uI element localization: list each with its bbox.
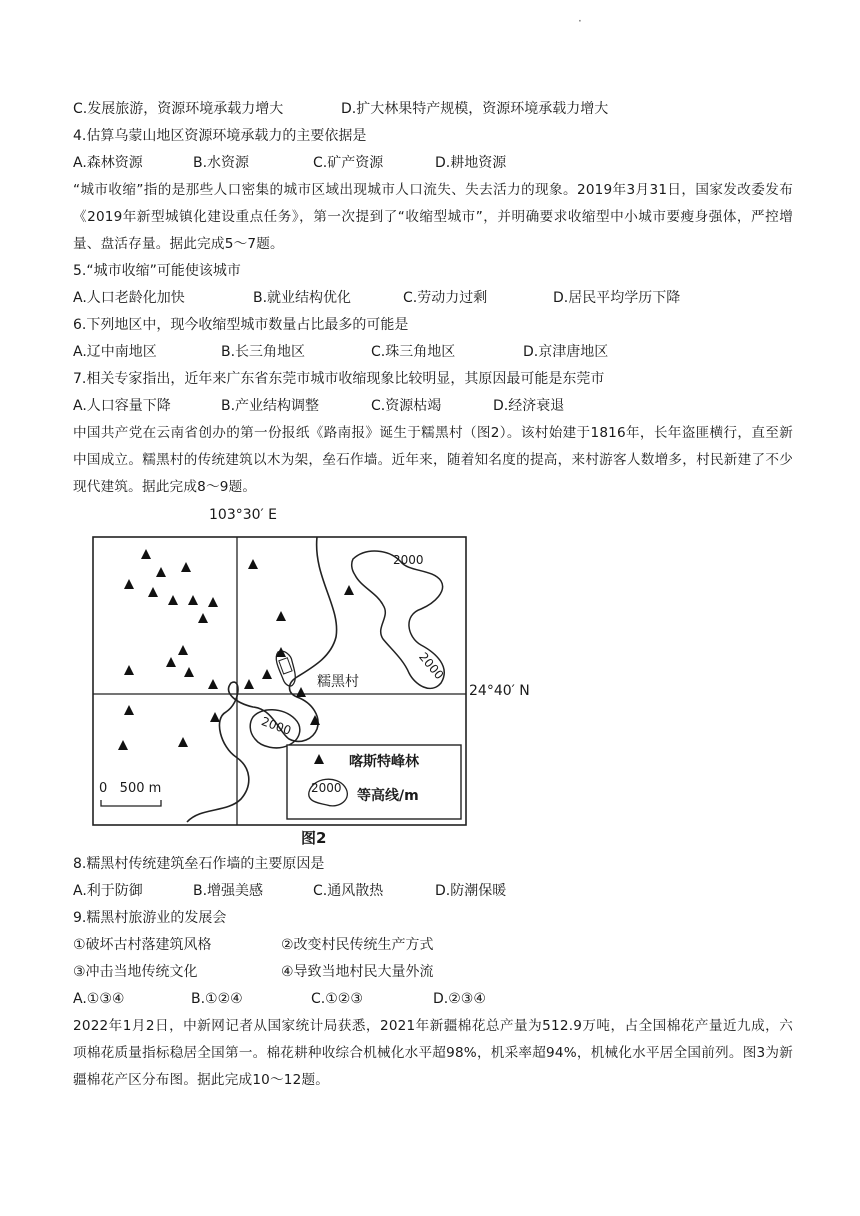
q8-option-c: C.通风散热 — [313, 883, 384, 899]
q5-option-a: A.人口老龄化加快 — [73, 290, 185, 306]
q4-options — [73, 150, 793, 177]
q5-option-c: C.劳动力过剩 — [403, 290, 488, 306]
village-marker — [279, 658, 292, 674]
q4-option-d: D.耕地资源 — [435, 155, 507, 171]
q9-option-b: B.①②④ — [191, 991, 243, 1007]
q3-option-d: D.扩大林果特产规模，资源环境承载力增大 — [341, 101, 609, 117]
q4-option-c: C.矿产资源 — [313, 155, 384, 171]
q5-option-b: B.就业结构优化 — [253, 290, 352, 306]
q8-stem: 8.糯黑村传统建筑垒石作墙的主要原因是 — [73, 856, 325, 872]
legend-karst-label: 喀斯特峰林 — [349, 754, 419, 770]
q9-items-row-1 — [73, 932, 793, 959]
legend-contour-label: 等高线/m — [357, 788, 419, 804]
q9-stem: 9.糯黑村旅游业的发展会 — [73, 910, 227, 926]
q9-item-4: ④导致当地村民大量外流 — [281, 964, 434, 980]
q8-option-d: D.防潮保暖 — [435, 883, 507, 899]
q9-option-c: C.①②③ — [311, 991, 363, 1007]
q6-option-c: C.珠三角地区 — [371, 344, 456, 360]
header-mark: · — [578, 14, 582, 28]
q5-options — [73, 285, 793, 312]
q8-option-a: A.利于防御 — [73, 883, 143, 899]
q6-option-d: D.京津唐地区 — [523, 344, 609, 360]
legend-contour-value: 2000 — [311, 781, 342, 795]
contour-label-right: 2000 — [416, 649, 447, 683]
passage-xinjiang-cotton: 2022年1月2日，中新网记者从国家统计局获悉，2021年新疆棉花总产量为512.9万吨，占全国棉花产量近九成，六项棉花质量指标稳居全国第一。棉花耕种收综合机械化水平超98%，机采率超94%，机械化水平居全国前列。图3为新疆棉花产区分布图。据此完成10～12题。 — [73, 1018, 793, 1088]
q5-stem: 5.“城市收缩”可能使该城市 — [73, 263, 241, 279]
q7-option-b: B.产业结构调整 — [221, 398, 320, 414]
q9-items-row-2 — [73, 959, 793, 986]
village-label: 糯黑村 — [317, 674, 359, 690]
q6-stem: 6.下列地区中，现今收缩型城市数量占比最多的可能是 — [73, 317, 409, 333]
q6-option-a: A.辽中南地区 — [73, 344, 157, 360]
passage-city-shrinkage: “城市收缩”指的是那些人口密集的城市区域出现城市人口流失、失去活力的现象。2019年3月31日，国家发改委发布《2019年新型城镇化建设重点任务》，第一次提到了“收缩型城市”，并明确要求收缩型中小城市要瘦身强体，严控增量、盘活存量。据此完成5～7题。 — [73, 182, 793, 252]
q3-option-c: C.发展旅游，资源环境承载力增大 — [73, 101, 284, 117]
q7-options — [73, 393, 793, 420]
q7-option-a: A.人口容量下降 — [73, 398, 171, 414]
contour-label-top: 2000 — [393, 553, 424, 567]
figure-2-map — [91, 507, 530, 847]
contour-label-lower: 2000 — [259, 714, 294, 738]
exam-page — [73, 96, 793, 1094]
q4-stem: 4.估算乌蒙山地区资源环境承载力的主要依据是 — [73, 128, 367, 144]
q9-option-d: D.②③④ — [433, 991, 486, 1007]
passage-nuohei-village: 中国共产党在云南省创办的第一份报纸《路南报》诞生于糯黑村（图2）。该村始建于1816年，长年盗匪横行，直至新中国成立。糯黑村的传统建筑以木为架，垒石作墙。近年来，随着知名度的提高，来村游客人数增多，村民新建了不少现代建筑。据此完成8～9题。 — [73, 425, 793, 495]
scale-bar — [101, 800, 161, 806]
longitude-label: 103°30′ E — [209, 507, 278, 523]
q7-option-d: D.经济衰退 — [493, 398, 565, 414]
q9-option-a: A.①③④ — [73, 991, 125, 1007]
q7-option-c: C.资源枯竭 — [371, 398, 442, 414]
q7-stem: 7.相关专家指出，近年来广东省东莞市城市收缩现象比较明显，其原因最可能是东莞市 — [73, 371, 605, 387]
q9-options — [73, 986, 793, 1013]
q4-option-a: A.森林资源 — [73, 155, 143, 171]
q9-item-2: ②改变村民传统生产方式 — [281, 937, 434, 953]
q8-options — [73, 878, 793, 905]
scale-label: 0 500 m — [99, 781, 162, 796]
q9-item-1: ①破坏古村落建筑风格 — [73, 937, 212, 953]
q3-options — [73, 96, 793, 123]
latitude-label: 24°40′ N — [469, 683, 530, 699]
q4-option-b: B.水资源 — [193, 155, 250, 171]
q6-options — [73, 339, 793, 366]
q6-option-b: B.长三角地区 — [221, 344, 306, 360]
figure-caption: 图2 — [301, 829, 327, 847]
q9-item-3: ③冲击当地传统文化 — [73, 964, 198, 980]
q8-option-b: B.增强美感 — [193, 883, 264, 899]
q5-option-d: D.居民平均学历下降 — [553, 290, 681, 306]
